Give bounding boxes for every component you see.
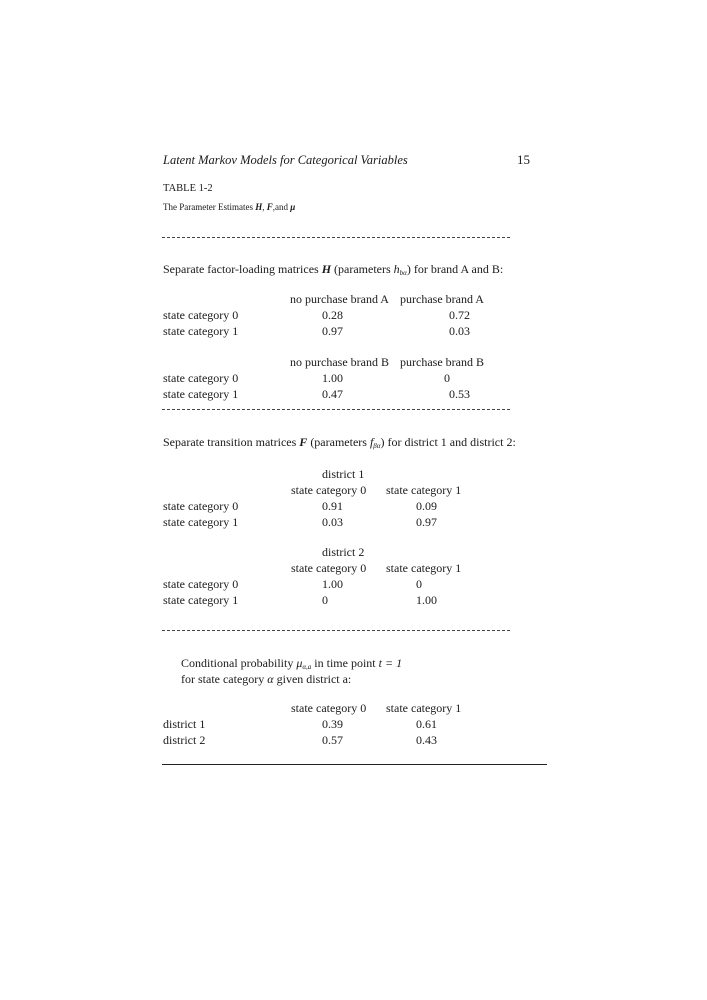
table-label: TABLE 1-2 bbox=[163, 183, 213, 194]
brand-a-value: 0.28 bbox=[322, 308, 343, 322]
district1-col1-header: state category 0 bbox=[291, 483, 367, 497]
brand-a-value: 0.97 bbox=[322, 324, 343, 338]
dashed-divider bbox=[162, 237, 510, 238]
brand-b-row-label: state category 1 bbox=[163, 387, 239, 401]
brand-b-value: 0.47 bbox=[322, 387, 343, 401]
brand-a-value: 0.03 bbox=[449, 324, 470, 338]
brand-a-row-label: state category 1 bbox=[163, 324, 239, 338]
district2-title: district 2 bbox=[322, 545, 365, 559]
mu-col2-header: state category 1 bbox=[386, 701, 462, 715]
section-mu-line2: for state category α given district a: bbox=[181, 672, 352, 686]
mu-row-label: district 1 bbox=[163, 717, 206, 731]
district2-col2-header: state category 1 bbox=[386, 561, 462, 575]
brand-a-col2-header: purchase brand A bbox=[400, 292, 484, 306]
section-f-intro: Separate transition matrices F (parameters $f_{\beta\alpha}$) for district 1 and district 2: bbox=[163, 435, 516, 450]
brand-a-col1-header: no purchase brand A bbox=[290, 292, 389, 306]
mu-value: 0.57 bbox=[322, 733, 343, 747]
brand-a-value: 0.72 bbox=[449, 308, 470, 322]
dashed-divider bbox=[162, 630, 510, 631]
running-title: Latent Markov Models for Categorical Variables bbox=[163, 153, 408, 167]
brand-b-value: 0 bbox=[444, 371, 450, 385]
section-mu-line1: Conditional probability $\mu_{\alpha,a}$ in time point t = 1 bbox=[181, 656, 403, 671]
district1-value: 0.03 bbox=[322, 515, 343, 529]
table-caption: The Parameter Estimates H, F,and μ bbox=[163, 202, 296, 212]
district2-col1-header: state category 0 bbox=[291, 561, 367, 575]
district1-row-label: state category 0 bbox=[163, 499, 239, 513]
district1-value: 0.91 bbox=[322, 499, 343, 513]
district1-value: 0.09 bbox=[416, 499, 437, 513]
district2-value: 0 bbox=[322, 593, 328, 607]
district2-value: 1.00 bbox=[322, 577, 343, 591]
mu-value: 0.61 bbox=[416, 717, 437, 731]
brand-b-col2-header: purchase brand B bbox=[400, 355, 484, 369]
district2-value: 0 bbox=[416, 577, 422, 591]
brand-b-col1-header: no purchase brand B bbox=[290, 355, 389, 369]
mu-row-label: district 2 bbox=[163, 733, 206, 747]
mu-value: 0.43 bbox=[416, 733, 437, 747]
mu-value: 0.39 bbox=[322, 717, 343, 731]
table-bottom-rule bbox=[162, 764, 547, 765]
district1-row-label: state category 1 bbox=[163, 515, 239, 529]
district2-value: 1.00 bbox=[416, 593, 437, 607]
district1-col2-header: state category 1 bbox=[386, 483, 462, 497]
brand-b-row-label: state category 0 bbox=[163, 371, 239, 385]
brand-b-value: 0.53 bbox=[449, 387, 470, 401]
district1-value: 0.97 bbox=[416, 515, 437, 529]
district2-row-label: state category 0 bbox=[163, 577, 239, 591]
brand-b-value: 1.00 bbox=[322, 371, 343, 385]
brand-a-row-label: state category 0 bbox=[163, 308, 239, 322]
dashed-divider bbox=[162, 409, 510, 410]
district2-row-label: state category 1 bbox=[163, 593, 239, 607]
page-number: 15 bbox=[517, 152, 530, 167]
mu-col1-header: state category 0 bbox=[291, 701, 367, 715]
section-h-intro: Separate factor-loading matrices H (parameters $h_{b\alpha}$) for brand A and B: bbox=[163, 262, 504, 277]
district1-title: district 1 bbox=[322, 467, 365, 481]
